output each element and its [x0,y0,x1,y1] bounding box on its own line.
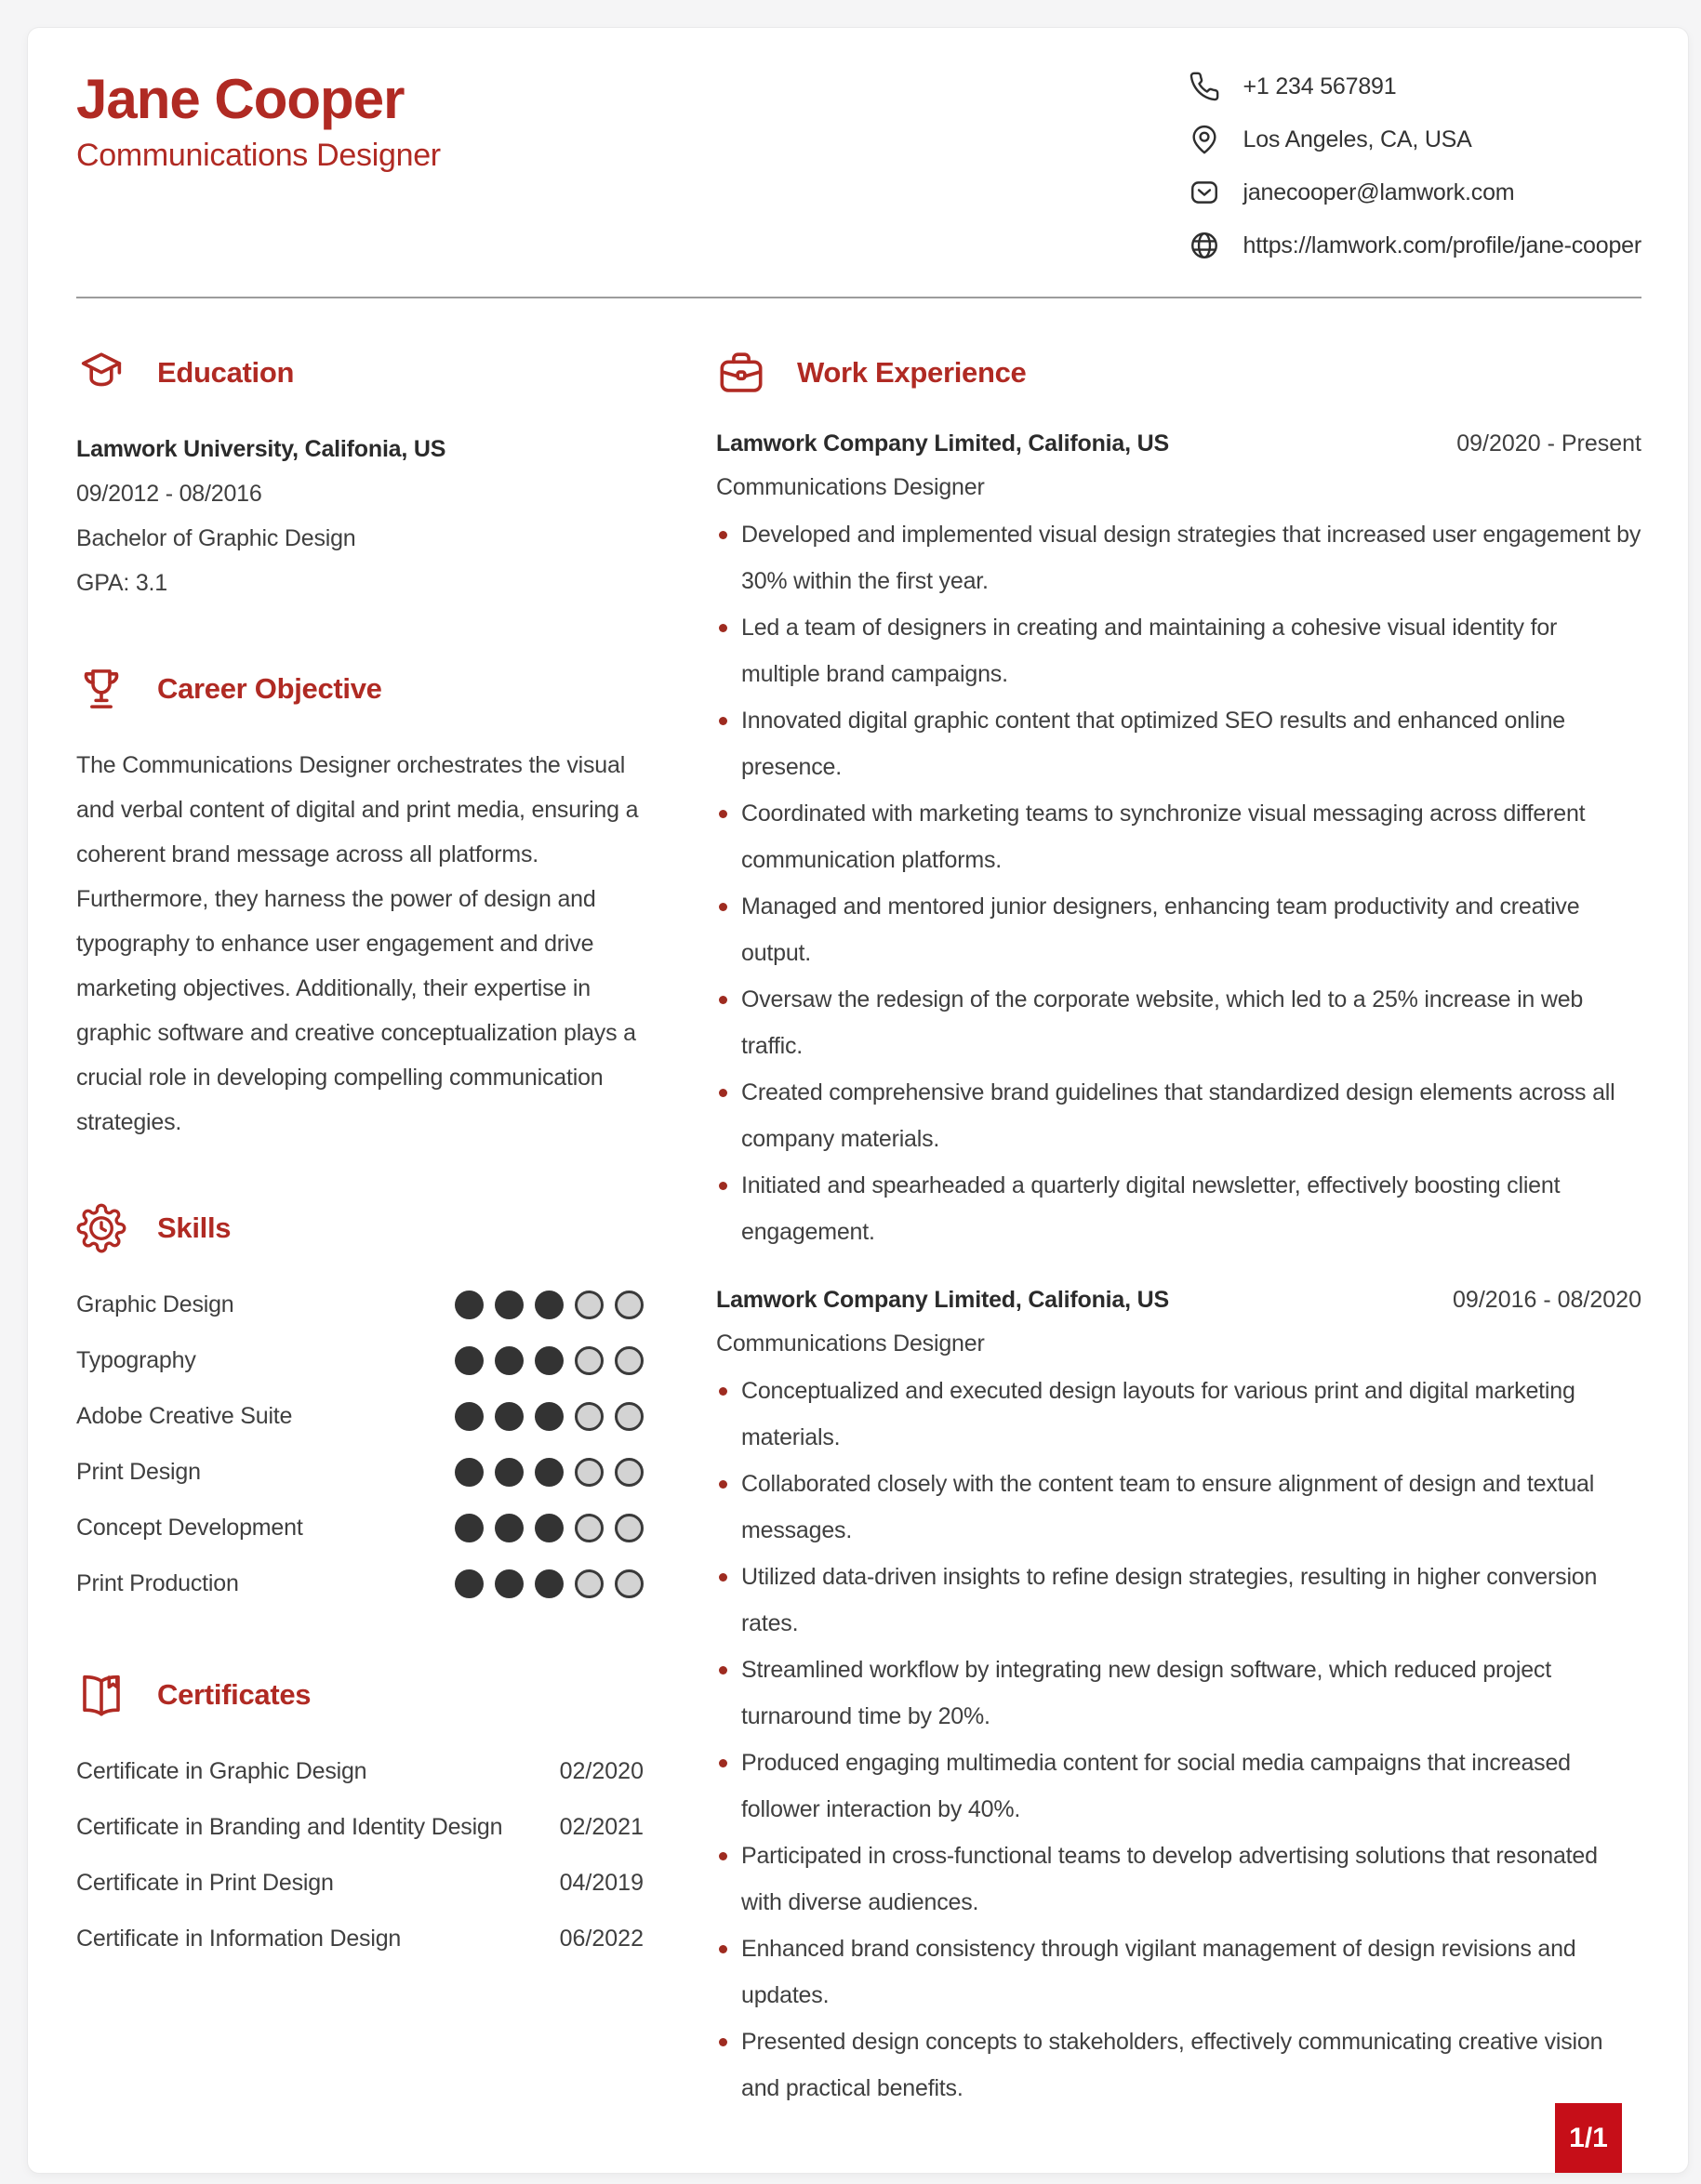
header-divider [76,297,1641,298]
skills-section-header [76,1202,644,1254]
certificate-row [76,1911,644,1966]
job-bullet: Initiated and spearheaded a quarterly digital newsletter, effectively boosting client engagement. [716,1162,1641,1255]
skill-dot-filled [495,1458,524,1487]
contact-email: janecooper@lamwork.com [1243,179,1515,205]
skill-name: Graphic Design [76,1291,234,1317]
education-section-title: Education [157,356,295,389]
certificate-row [76,1799,644,1855]
skill-dot-empty [615,1514,644,1542]
person-name: Jane Cooper [76,68,405,130]
job-bullet: Developed and implemented visual design strategies that increased user engagement by 30% within the first year. [716,511,1641,604]
job-bullet: Presented design concepts to stakeholders, effectively communicating creative vision and practical benefits. [716,2019,1641,2111]
skill-dot-empty [615,1402,644,1431]
certificate-row [76,1743,644,1799]
contact-website: https://lamwork.com/profile/jane-cooper [1243,232,1641,258]
page-indicator-badge: 1/1 [1555,2103,1622,2173]
skill-dot-empty [615,1569,644,1598]
contact-website-row [1189,230,1642,261]
globe-icon [1189,230,1220,261]
skill-dot-filled [455,1402,484,1431]
skill-row [76,1500,644,1555]
education-dates: 09/2012 - 08/2016 [76,481,262,507]
education-gpa: GPA: 3.1 [76,570,167,596]
job-bullet: Utilized data-driven insights to refine design strategies, resulting in higher conversion rates. [716,1554,1641,1647]
certificates-section-title: Certificates [157,1678,312,1711]
contact-location-row [1189,124,1642,155]
contact-location: Los Angeles, CA, USA [1243,126,1472,152]
job-bullet-list [716,1368,1641,2111]
skill-dot-empty [615,1346,644,1375]
job-bullet: Led a team of designers in creating and maintaining a cohesive visual identity for multiple brand campaigns. [716,604,1641,697]
skill-level-dots [455,1514,644,1542]
skill-dot-empty [575,1569,604,1598]
job-header [716,1287,1641,1314]
job-role: Communications Designer [716,1330,985,1357]
contact-email-row [1189,177,1642,208]
skill-row [76,1555,644,1611]
graduation-cap-icon [76,348,126,398]
skill-name: Adobe Creative Suite [76,1402,293,1429]
briefcase-icon [716,348,766,398]
job-dates: 09/2020 - Present [1456,430,1641,457]
skill-dot-filled [455,1569,484,1598]
certificate-name: Certificate in Information Design [76,1925,402,1952]
resume-content [28,28,1688,2111]
skill-dot-empty [575,1514,604,1542]
certificates-section-header [76,1669,644,1721]
job-bullet: Innovated digital graphic content that optimized SEO results and enhanced online presence. [716,697,1641,790]
skill-row [76,1332,644,1388]
skill-dot-filled [495,1346,524,1375]
job-header [716,430,1641,457]
location-pin-icon [1189,124,1220,155]
skill-dot-filled [495,1402,524,1431]
skill-row [76,1444,644,1500]
skill-row [76,1388,644,1444]
certificate-date: 06/2022 [559,1925,644,1952]
skill-dot-empty [615,1458,644,1487]
job-bullet: Enhanced brand consistency through vigilant management of design revisions and updates. [716,1926,1641,2019]
skill-dot-filled [495,1514,524,1542]
skill-name: Print Design [76,1458,201,1485]
person-headline: Communications Designer [76,138,441,173]
job-bullet: Managed and mentored junior designers, enhancing team productivity and creative output. [716,883,1641,976]
job-bullet: Produced engaging multimedia content for social media campaigns that increased follower interaction by 40%. [716,1740,1641,1833]
job-bullet: Conceptualized and executed design layouts for various print and digital marketing materials. [716,1368,1641,1461]
skill-dot-empty [575,1291,604,1319]
skill-row [76,1277,644,1332]
skill-dot-filled [535,1291,564,1319]
career-objective-section-title: Career Objective [157,672,382,705]
job-role: Communications Designer [716,474,985,500]
skill-dot-filled [535,1346,564,1375]
job-dates: 09/2016 - 08/2020 [1453,1287,1641,1313]
work-experience-section-title: Work Experience [797,356,1027,389]
education-details [76,427,644,605]
resume-page [28,28,1688,2173]
skill-level-dots [455,1346,644,1375]
skill-level-dots [455,1569,644,1598]
skill-dot-filled [535,1514,564,1542]
two-column-layout [76,347,1641,2111]
skill-dot-filled [495,1569,524,1598]
gear-clock-icon [76,1203,126,1253]
skill-name: Concept Development [76,1514,303,1541]
job-bullet: Coordinated with marketing teams to synchronize visual messaging across different communication platforms. [716,790,1641,883]
right-column [716,347,1641,2111]
job-company: Lamwork Company Limited, Califonia, US [716,430,1169,457]
skill-dot-filled [455,1514,484,1542]
job-entry-1 [716,430,1641,1255]
document-header [76,69,1641,261]
skill-dot-empty [575,1346,604,1375]
career-objective-text: The Communications Designer orchestrates the visual and verbal content of digital and print media, ensuring a coherent brand message across all platforms. Furthermore, they harness the power of design and typography to enhance user engagement and drive marketing objectives. Additionally, their expertise in graphic software and creative conceptualization plays a crucial role in developing compelling communication strategies. [76,752,639,1135]
contact-phone: +1 234 567891 [1243,73,1397,99]
skill-dot-filled [535,1402,564,1431]
career-objective-section-header [76,663,644,715]
certificate-name: Certificate in Graphic Design [76,1757,367,1784]
education-degree: Bachelor of Graphic Design [76,525,356,551]
job-bullet: Streamlined workflow by integrating new design software, which reduced project turnaround time by 20%. [716,1647,1641,1740]
skill-dot-empty [575,1402,604,1431]
job-bullet-list [716,511,1641,1255]
skill-dot-filled [455,1458,484,1487]
skill-dot-filled [535,1458,564,1487]
skill-dot-filled [455,1291,484,1319]
job-bullet: Participated in cross-functional teams to develop advertising solutions that resonated with diverse audiences. [716,1833,1641,1926]
skill-name: Print Production [76,1569,239,1596]
certificates-list [76,1743,644,1966]
education-school: Lamwork University, Califonia, US [76,436,446,462]
skill-level-dots [455,1458,644,1487]
certificate-name: Certificate in Branding and Identity Design [76,1813,503,1840]
skill-dot-empty [615,1291,644,1319]
certificate-date: 04/2019 [559,1869,644,1896]
skill-dot-empty [575,1458,604,1487]
skill-dot-filled [535,1569,564,1598]
education-section-header [76,347,644,399]
work-experience-section-header [716,347,1641,399]
job-bullet: Collaborated closely with the content team to ensure alignment of design and textual messages. [716,1461,1641,1554]
skills-section-title: Skills [157,1211,232,1244]
skill-name: Typography [76,1346,196,1373]
job-bullet: Oversaw the redesign of the corporate website, which led to a 25% increase in web traffic. [716,976,1641,1069]
trophy-icon [76,664,126,714]
skill-level-dots [455,1402,644,1431]
contact-phone-row [1189,71,1642,102]
open-book-icon [76,1670,126,1720]
skills-list [76,1277,644,1611]
certificate-name: Certificate in Print Design [76,1869,334,1896]
certificate-date: 02/2020 [559,1757,644,1784]
contact-block [1189,71,1642,261]
job-entry-2 [716,1287,1641,2111]
job-company: Lamwork Company Limited, Califonia, US [716,1287,1169,1313]
skill-dot-filled [495,1291,524,1319]
skill-dot-filled [455,1346,484,1375]
identity-block [76,69,441,174]
job-bullet: Created comprehensive brand guidelines that standardized design elements across all company materials. [716,1069,1641,1162]
skill-level-dots [455,1291,644,1319]
certificate-row [76,1855,644,1911]
phone-icon [1189,71,1220,102]
email-icon [1189,177,1220,208]
left-column [76,347,644,2111]
certificate-date: 02/2021 [559,1813,644,1840]
